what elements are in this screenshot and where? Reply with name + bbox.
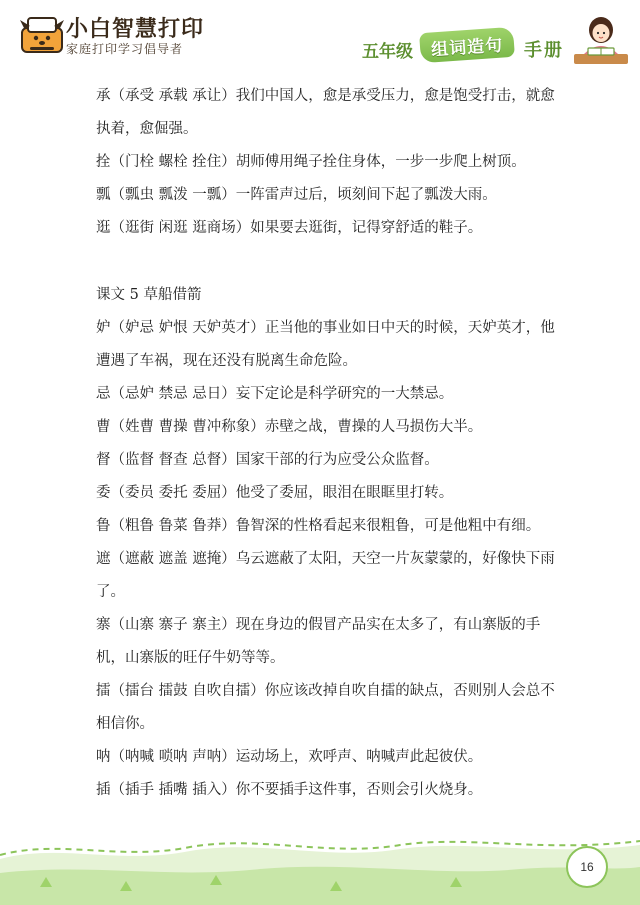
topic-label: 组词造句 — [430, 35, 504, 60]
printer-dog-logo-icon — [18, 14, 66, 56]
word-entry: 拴（门栓 螺栓 拴住）胡师傅用绳子拴住身体，一步一步爬上树顶。 — [96, 154, 526, 170]
word-entry: 妒（妒忌 妒恨 天妒英才）正当他的事业如日中天的时候，天妒英才，他遭遇了车祸，现在还没有脱离生命危险。 — [96, 320, 555, 369]
word-entry: 委（委员 委托 委屈）他受了委屈，眼泪在眼眶里打转。 — [96, 485, 454, 501]
word-entry: 擂（擂台 擂鼓 自吹自擂）你应该改掉自吹自擂的缺点，否则别人会总不相信你。 — [96, 683, 555, 732]
word-entry: 寨（山寨 寨子 寨主）现在身边的假冒产品实在太多了，有山寨版的手机，山寨版的旺仔牛奶等等。 — [96, 617, 541, 666]
brand-slogan: 家庭打印学习倡导者 — [66, 42, 184, 56]
word-entry: 瓢（瓢虫 瓢泼 一瓢）一阵雷声过后，顷刻间下起了瓢泼大雨。 — [96, 187, 497, 203]
topic-badge — [419, 27, 515, 63]
reading-girl-icon — [570, 8, 632, 66]
page-number: 16 — [566, 846, 608, 888]
brand-name: 小白智慧打印 — [66, 17, 205, 42]
word-entry: 忌（忌妒 禁忌 忌日）妄下定论是科学研究的一大禁忌。 — [96, 386, 454, 402]
word-entry: 督（监督 督查 总督）国家干部的行为应受公众监督。 — [96, 452, 439, 468]
handbook-label: 手册 — [524, 40, 564, 61]
content-area — [96, 80, 566, 807]
word-entry: 插（插手 插嘴 插入）你不要插手这件事，否则会引火烧身。 — [96, 782, 483, 798]
word-entry: 曹（姓曹 曹操 曹冲称象）赤壁之战，曹操的人马损伤大半。 — [96, 419, 483, 435]
word-entry: 承（承受 承载 承让）我们中国人，愈是承受压力，愈是饱受打击，就愈执着，愈倔强。 — [96, 88, 555, 137]
footer-decoration — [0, 835, 640, 905]
word-entry: 呐（呐喊 唢呐 声呐）运动场上，欢呼声、呐喊声此起彼伏。 — [96, 749, 483, 765]
word-entry: 鲁（粗鲁 鲁菜 鲁莽）鲁智深的性格看起来很粗鲁，可是他粗中有细。 — [96, 518, 541, 534]
word-entry: 逛（逛街 闲逛 逛商场）如果要去逛街，记得穿舒适的鞋子。 — [96, 220, 483, 236]
lesson-title: 课文 5 草船借箭 — [96, 287, 202, 303]
grade-label: 五年级 — [362, 42, 413, 62]
word-entry: 遮（遮蔽 遮盖 遮掩）乌云遮蔽了太阳，天空一片灰蒙蒙的，好像快下雨了。 — [96, 551, 555, 600]
